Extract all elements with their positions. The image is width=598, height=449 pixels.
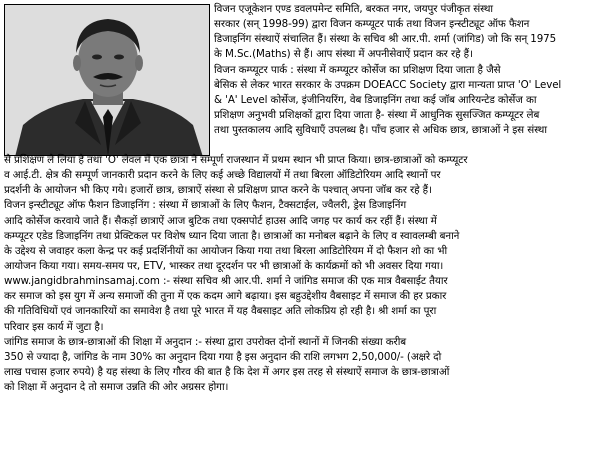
- text-line: को शिक्षा में अनुदान दे तो समाज उन्नति की ओर अग्रसर होगा।: [4, 381, 229, 394]
- portrait-photo: [4, 4, 210, 156]
- text-line: की गतिविधियों एवं जानकारियों का समावेश है तथा पूरे भारत में यह वैबसाइट अति लोकप्रिय हो रही है। श्री शर्मा का पूरा: [4, 305, 437, 318]
- text-line: जांगिड समाज के छात्र-छात्राओं की शिक्षा में अनुदान :- संस्था द्वारा उपरोक्त दोनों स्थानों में जिनकी संख्या करीब: [4, 335, 407, 348]
- text-line: से प्रशिक्षण ले लिया है तथा 'O' लेवल में एक छात्रा ने सम्पूर्ण राजस्थान में प्रथम स्थान भी प्राप्त किया। छात्र-छात्राओं को कम्प्यूटर: [4, 154, 468, 166]
- body-text-block: [4, 153, 596, 395]
- text-line: सरकार (सन् 1998-99) द्वारा विजन कम्प्यूटर पार्क तथा विजन इन्स्टीट्यूट ऑफ फैशन: [214, 18, 530, 31]
- text-line: आयोजन किया गया। समय-समय पर, ETV, भास्कर तथा दूरदर्शन पर भी छात्राओं के कार्यक्रमों को भी अवसर दिया गया।: [4, 259, 444, 272]
- text-line: विजन कम्प्यूटर पार्क : संस्था में कम्प्यूटर कोर्सेज का प्रशिक्षण दिया जाता है जैसे: [214, 63, 501, 76]
- text-line: बेसिक से लेकर भारत सरकार के उपक्रम DOEACC Society द्वारा मान्यता प्राप्त 'O' Level: [214, 78, 562, 91]
- text-line: प्रशिक्षण अनुभवी प्रशिक्षकों द्वारा दिया जाता है- संस्था में आधुनिक सुसज्जित कम्प्यूटर लेब: [214, 108, 540, 121]
- text-line: & 'A' Level कोर्सेज, इंजीनियरिंग, वेब डिजाइनिंग तथा कई जॉब आरियन्टेड कोर्सेज का: [214, 93, 537, 106]
- text-line: के M.Sc.(Maths) से हैं। आप संस्था में अपनीसेवाऐं प्रदान कर रहे हैं।: [214, 48, 473, 61]
- text-line: आदि कोर्सेज करवाये जाते हैं। सैकड़ों छात्राऐं आज बुटिक तथा एक्सपोर्ट हाउस आदि जगह पर कार्य कर रहीं हैं। संस्था में: [4, 214, 437, 227]
- text-line: परिवार इस कार्य में जुटा है।: [4, 320, 104, 333]
- text-line: के उद्देश्य से जवाहर कला केन्द्र पर कई प्रदर्शिनीयों का आयोजन किया गया तथा बिरला आडिटोरियम में दो फैशन शो का भी: [4, 244, 448, 257]
- portrait-image: [5, 5, 210, 156]
- text-line: कर समाज को इस युग में अन्य समाजों की तुना में एक कदम आगे बढ़ाया। इस बहुउद्देशीय वैबसाइट में समाज की हर प्रकार: [4, 290, 447, 303]
- text-line: विजन एजूकेशन एण्ड डवलपमेन्ट समिति, बरकत नगर, जयपुर पंजीकृत संस्था: [214, 3, 493, 15]
- text-line: 350 से ज्यादा है, जांगिड के नाम 30% का अनुदान दिया गया है इस अनुदान की राशि लगभग 2,50,000/- (अक्षरे दो: [4, 350, 442, 363]
- text-line: कम्प्यूटर एडेड डिजाइनिंग तथा प्रेक्टिकल पर विशेष ध्यान दिया जाता है। छात्राओं का मनोबल बढ़ाने के लिए व स्वावलम्बी बनाने: [4, 229, 460, 242]
- text-line: लाख पचास हजार रुपये) है यह संस्था के लिए गौरव की बात है कि देश में अगर इस तरह से संस्थाऐं समाज के छात्र-छात्राओं: [4, 365, 450, 378]
- text-line: डिजाइनिंग संस्थाऐं संचालित हैं। संस्था के सचिव श्री आर.पी. शर्मा (जांगिड) जो कि सन् 1975: [214, 33, 557, 46]
- text-line: तथा पुस्तकालय आदि सुविधाएँ उपलब्ध है। पाँच हजार से अधिक छात्र, छात्राओं ने इस संस्था: [214, 124, 547, 137]
- text-line: प्रदर्शनी के आयोजन भी किए गये। हजारों छात्र, छात्राऐं संस्था से प्रशिक्षण प्राप्त करने के पश्चात् अपना जॉब कर रहे हैं।: [4, 184, 432, 197]
- text-line: विजन इन्स्टीट्यूट ऑफ फैशन डिजाइनिंग : संस्था में छात्राओं के लिए फैशन, टैक्सटाईल, ज्वैलरी, ड्रेस डिजाइनिंग: [4, 199, 407, 212]
- text-line: व आई.टी. क्षेत्र की सम्पूर्ण जानकारी प्रदान करने के लिए कई अच्छे विद्यालयों में तथा बिरला ऑडिटोरियम आदि स्थानों पर: [4, 169, 441, 182]
- intro-text-block: [214, 2, 596, 138]
- text-line: www.jangidbrahminsamaj.com :- संस्था सचिव श्री आर.पी. शर्मा ने जांगिड समाज की एक मात्र वैबसाईट तैयार: [4, 275, 448, 288]
